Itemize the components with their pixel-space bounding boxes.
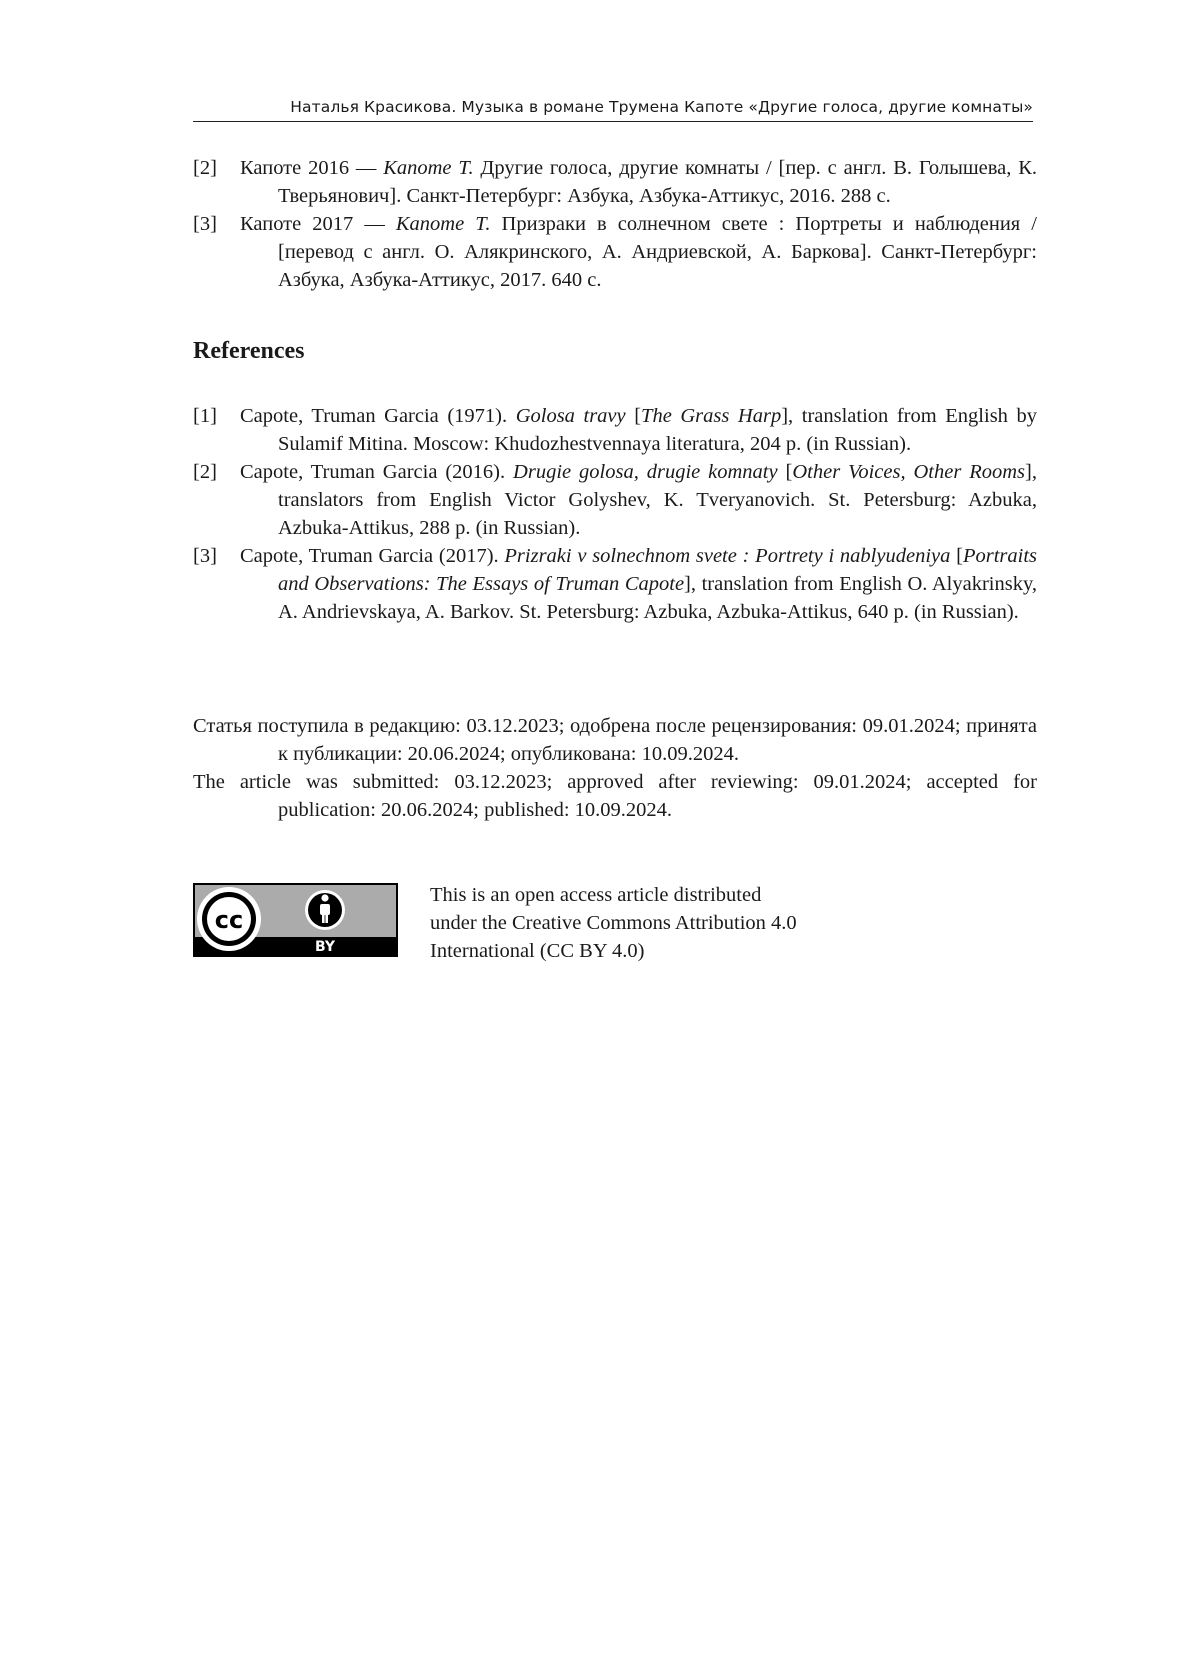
reference-title: Golosa travy [515,405,626,427]
article-history [193,712,1037,824]
license-line: This is an open access article distributed [430,884,762,906]
en-reference-list [193,402,1037,626]
reference-number: [3] [193,545,217,567]
history-ru: Статья поступила в редакцию: 03.12.2023; одобрена после рецензирования: 09.01.2024; принята к публикации: 20.06.2024; опубликована: 10.09.2024. [193,715,1037,765]
reference-body: Призраки в солнечном свете : Портреты и наблюдения / [перевод с англ. О. Алякринского, А. Андриевской, А. Баркова]. Санкт-Петербург: Азбука, Азбука-Аттикус, 2017. 640 с. [278,213,1037,291]
reference-body: ], translators from English Victor Golyshev, K. Tveryanovich. St. Petersburg: Azbuka, Azbuka-Attikus, 288 p. (in Russian). [278,461,1037,539]
reference-bracket: [ [777,461,793,483]
reference-number: [2] [193,157,217,179]
cc-badge-label: cc [214,906,244,934]
reference-body: ], translation from English O. Alyakrinsky, A. Andrievskaya, A. Barkov. St. Petersburg: Azbuka, Azbuka-Attikus, 640 p. (in Russian). [278,573,1037,623]
license-block [193,883,1037,963]
reference-bracket: [ [950,545,963,567]
reference-author: Capote, Truman Garcia (2016). [240,461,514,483]
en-reference-item [193,402,1037,458]
cc-by-license-icon [193,883,398,957]
en-reference-item [193,458,1037,542]
reference-number: [1] [193,405,217,427]
by-badge-label: BY [314,939,336,955]
ru-reference-item [193,154,1037,210]
running-head: Наталья Красикова. Музыка в романе Трумена Капоте «Другие голоса, другие комнаты» [193,98,1033,122]
reference-title: Drugie golosa, drugie komnaty [513,461,778,483]
reference-translated-title: Portraits and Observations: The Essays of Truman Capote [278,545,1037,595]
license-text [430,881,850,965]
reference-title: Prizraki v solnechnom svete : Portrety i nablyudeniya [504,545,951,567]
references-heading: References [193,338,305,364]
reference-body: ], translation from English by Sulamif Mitina. Moscow: Khudozhestvennaya literatura, 204 p. (in Russian). [278,405,1037,455]
reference-author: Capote, Truman Garcia (1971). [240,405,516,427]
reference-author: Капоте Т. [383,157,474,179]
reference-bracket: [ [625,405,642,427]
history-en: The article was submitted: 03.12.2023; approved after reviewing: 09.01.2024; accepted for publication: 20.06.2024; published: 10.09.2024. [193,771,1037,821]
reference-author: Капоте Т. [395,213,491,235]
license-line: under the Creative Commons Attribution 4.0 [430,912,797,934]
reference-body: Другие голоса, другие комнаты / [пер. с англ. В. Голышева, К. Тверьянович]. Санкт-Петербург: Азбука, Азбука-Аттикус, 2016. 288 с. [278,157,1037,207]
ru-reference-list [193,154,1037,294]
reference-short: Капоте 2017 — [240,213,396,235]
reference-author: Capote, Truman Garcia (2017). [240,545,505,567]
reference-number: [3] [193,213,217,235]
license-line: International (CC BY 4.0) [430,940,645,962]
reference-short: Капоте 2016 — [240,157,384,179]
reference-number: [2] [193,461,217,483]
reference-translated-title: Other Voices, Other Rooms [792,461,1026,483]
reference-translated-title: The Grass Harp [641,405,782,427]
ru-reference-item [193,210,1037,294]
en-reference-item [193,542,1037,626]
